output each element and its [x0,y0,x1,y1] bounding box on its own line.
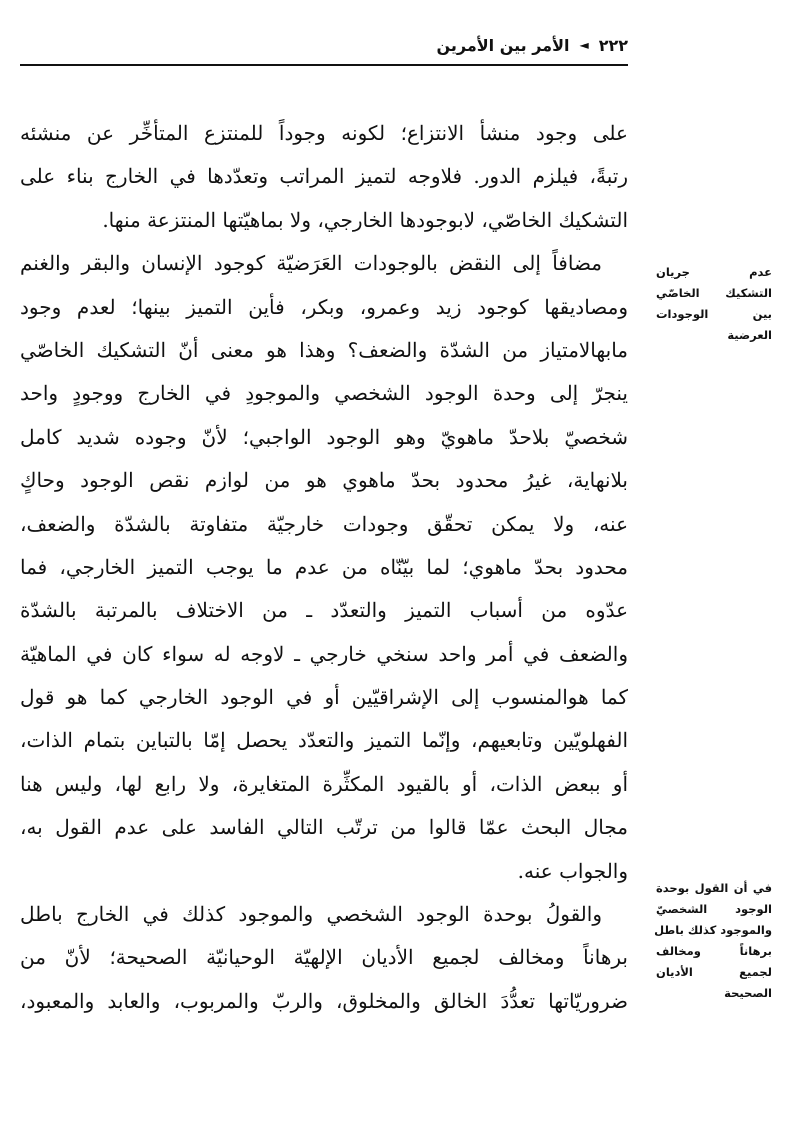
page-number: ٢٢٢ [598,35,628,55]
side-note-1 [656,262,772,346]
side-note-line: والموجود كذلك باطل [654,923,772,937]
header-rule [20,64,628,66]
side-note-line: في أن القول بوحدة [656,881,772,895]
text-line: مضافاً إلى النقض بالوجودات العَرَضيّة كوجود الإنسان والبقر والغنم [20,251,602,276]
side-note-line: لجميع الأديان [656,965,772,979]
text-line: والقولُ بوحدة الوجود الشخصي والموجود كذلك في الخارج باطل [20,902,602,927]
text-line: أو ببعض الذات، أو بالقيود المكثِّرة المتغايرة، ولا رابع لها، وليس هنا [20,771,628,796]
text-line: رتبةً، فيلزم الدور. فلاوجه لتميز المراتب وتعدّدها في الخارج بناء على [20,164,628,189]
side-note-line: الصحيحة [724,986,772,1000]
text-line: كما هوالمنسوب إلى الإشراقيّين أو في الوجود الخارجي كما هو قول [20,685,628,710]
text-line: ومصاديقها كوجود زيد وعمرو، وبكر، فأين التميز بينها؛ لعدم وجود [20,294,628,319]
text-line: برهاناً ومخالف لجميع الأديان الإلهيّة الوحيانيّة الصحيحة؛ لأنّ من [20,945,628,970]
side-note-line: بين الوجودات [656,307,772,321]
side-note-line: برهاناً ومخالف [656,944,772,958]
text-line: شخصيّ بلاحدّ ماهويّ وهو الوجود الواجبي؛ لأنّ وجوده شديد كامل [20,424,628,449]
text-line: عنه، ولا يمكن تحقّق وجودات خارجيّة متفاوتة بالشدّة والضعف، [20,511,628,536]
text-line: التشكيك الخاصّي، لابوجودها الخارجي، ولا بماهيّتها المنتزعة منها. [102,207,628,232]
body-text [20,112,628,1023]
side-note-line: التشكيك الخاصّي [656,286,772,300]
text-line: والضعف في أمر واحد سنخي خارجي ـ لاوجه له سواء كان في الماهيّة [20,641,628,666]
side-note-line: الوجود الشخصيّ [656,902,772,916]
text-line: محدود بحدّ ماهوي؛ لما بيّنّاه من عدم ما يوجب التميز الخارجي، فما [20,554,628,579]
text-line: ضروريّاتها تعدُّدَ الخالق والمخلوق، والربّ والمربوب، والعابد والمعبود، [20,988,628,1013]
text-line: ينجرّ إلى وحدة الوجود الشخصي والموجودِ في الخارج ووجودٍ واحد [20,381,628,406]
text-line: بلانهاية، غيرُ محدود بحدّ ماهوي هو من لوازم نقص الوجود وحاكٍ [20,468,628,493]
triangle-marker-icon: ◄ [579,38,589,52]
running-title: الأمر بين الأمرين [436,35,570,55]
running-header [20,30,628,60]
side-note-line: عدم جريان [656,265,772,279]
text-line: عدّوه من أسباب التميز والتعدّد ـ من الاختلاف بالمرتبة بالشدّة [20,598,628,623]
text-line: على وجود منشأ الانتزاع؛ لكونه وجوداً للمنتزع المتأخِّر عن منشئه [20,121,628,145]
side-note-line: العرضية [727,328,772,342]
side-note-2 [656,878,772,1004]
text-line: مجال البحث عمّا قالوا من ترتّب التالي الفاسد على عدم القول به، [20,815,628,840]
text-line: مابهالامتياز من الشدّة والضعف؟ وهذا هو معنى أنّ التشكيك الخاصّي [20,337,628,362]
text-line: والجواب عنه. [517,858,628,883]
text-line: الفهلويّين وتابعيهم، وإنّما التميز والتعدّد يحصل إمّا بالتباين بتمام الذات، [20,728,628,753]
